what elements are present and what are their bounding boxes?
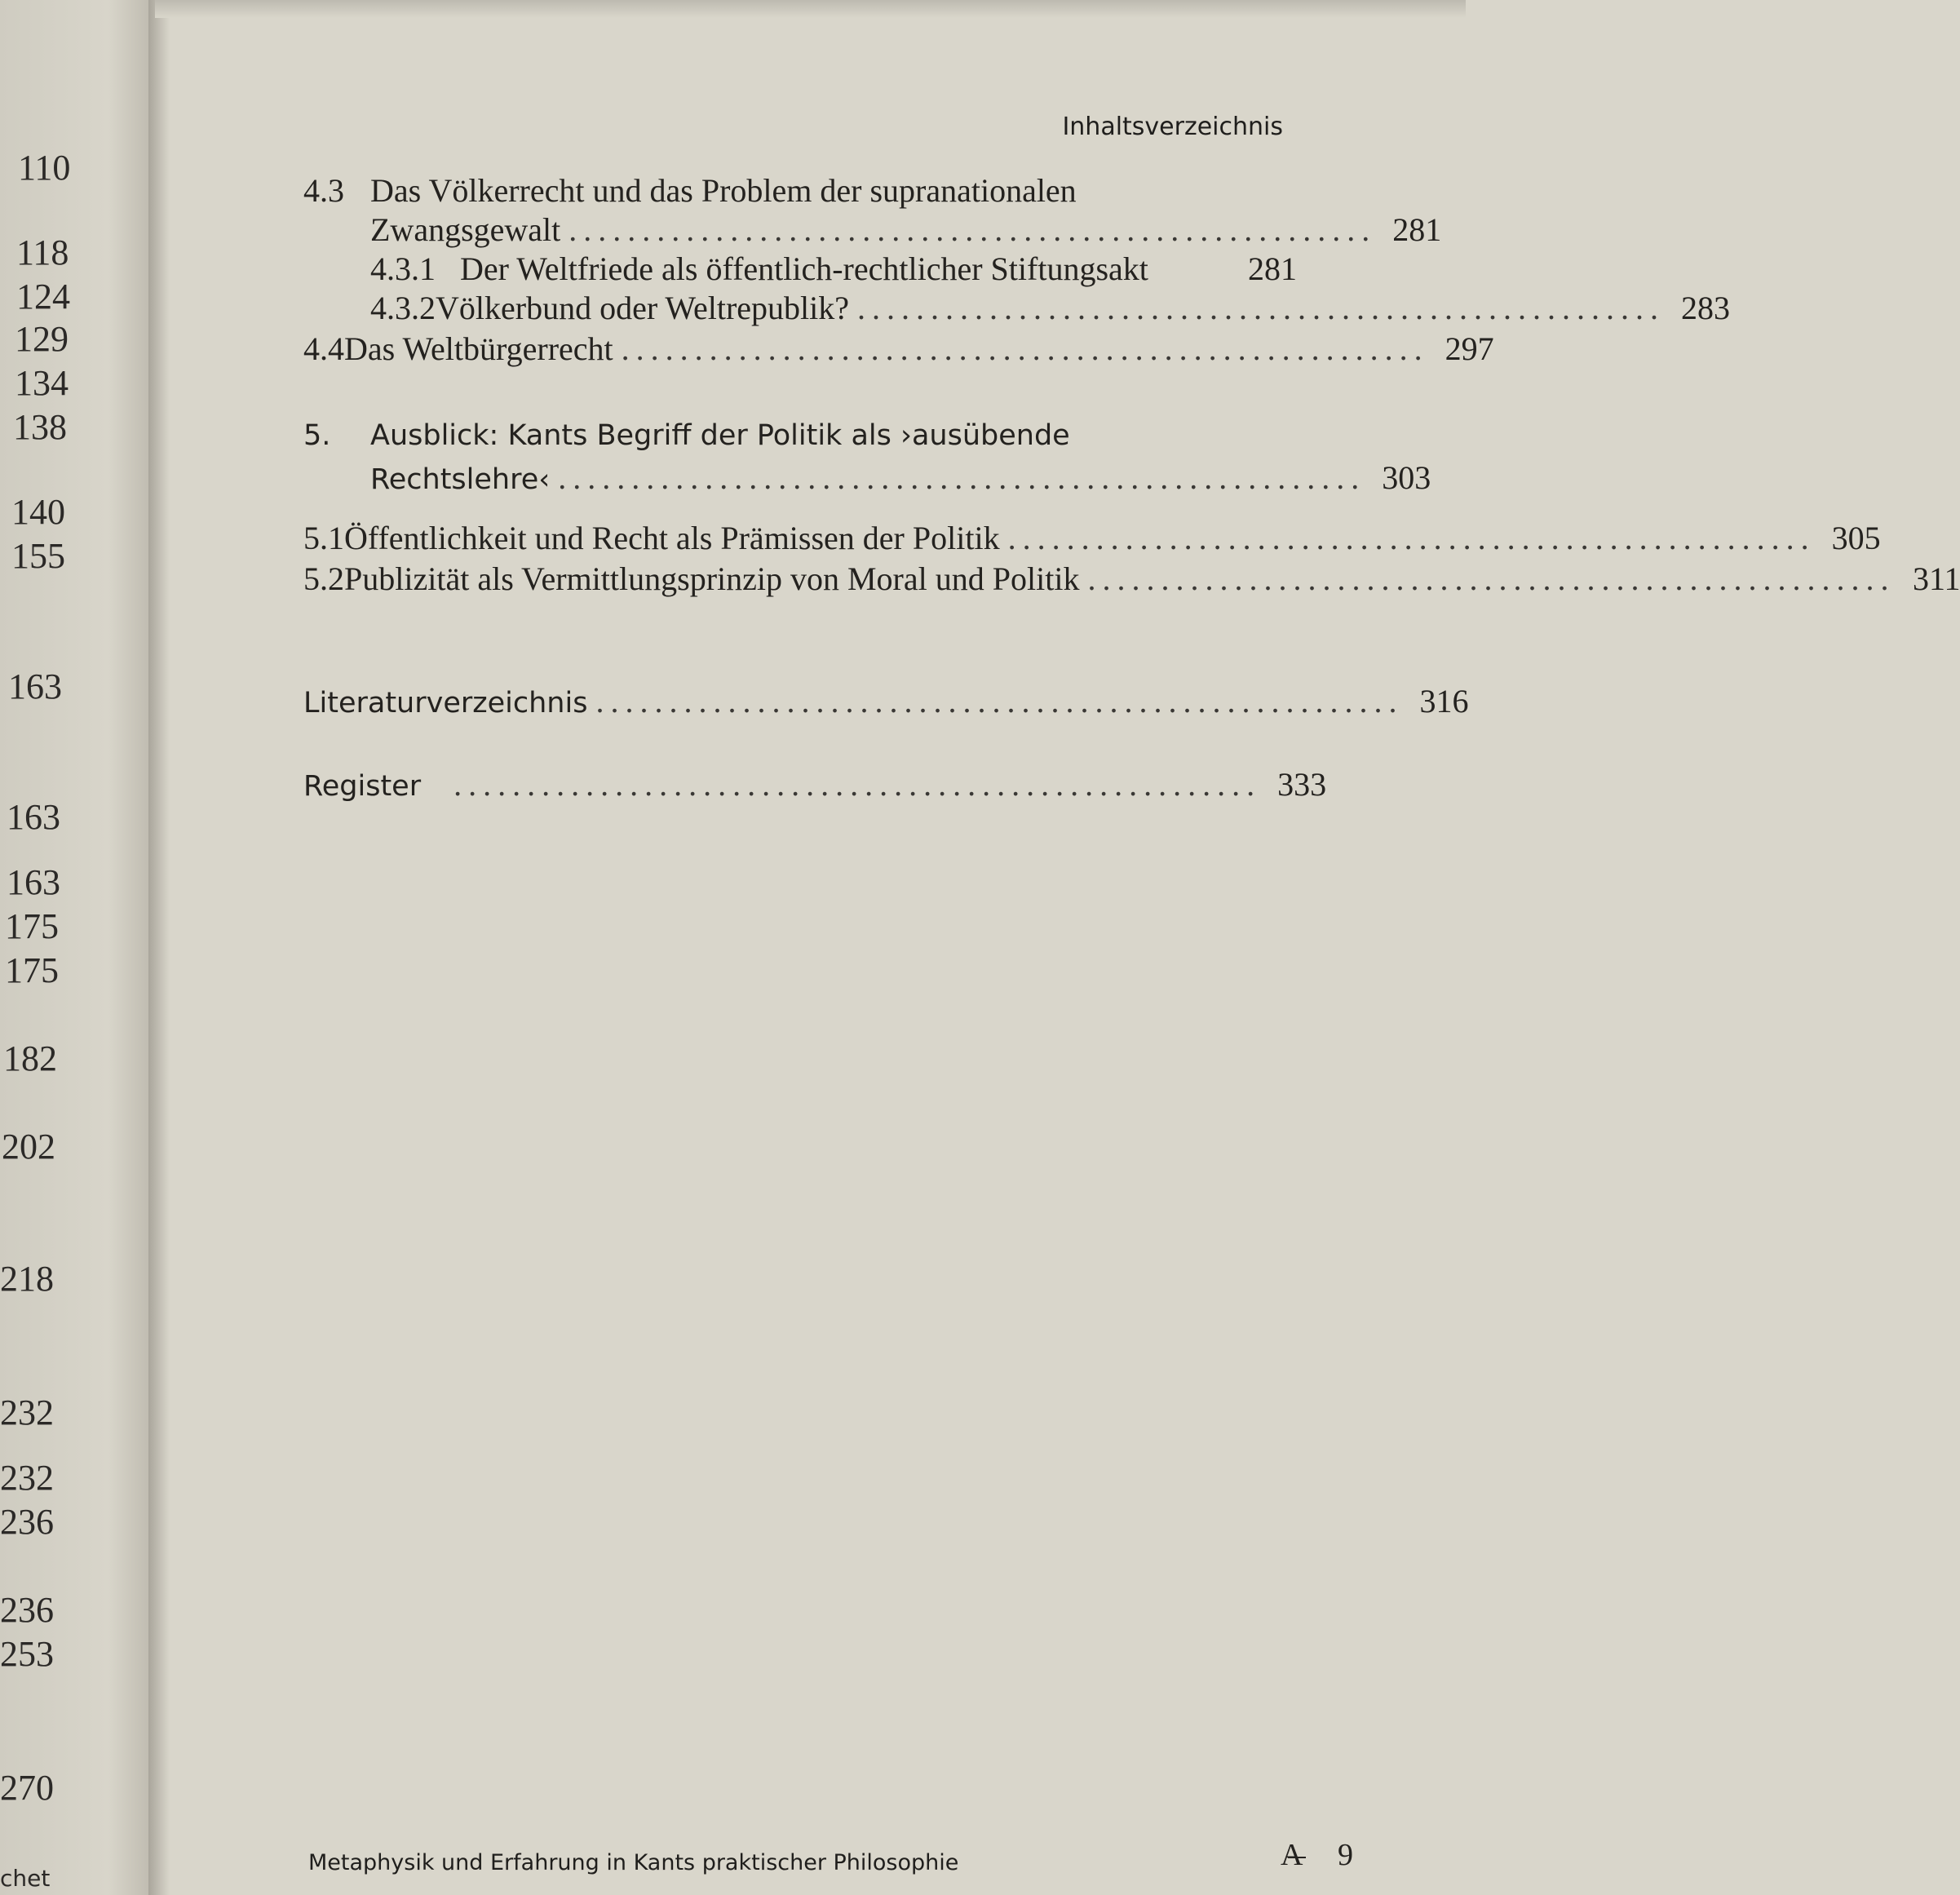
left-page-number: 155 bbox=[11, 536, 65, 576]
toc-entry-number: 4.3 bbox=[303, 172, 344, 209]
left-page-number: 232 bbox=[0, 1392, 54, 1432]
left-page-number: 138 bbox=[13, 407, 67, 447]
left-page-number: 129 bbox=[15, 319, 69, 359]
footer-page-number: 9 bbox=[1338, 1838, 1353, 1872]
dot-leader: ....................................................... bbox=[595, 683, 1404, 719]
toc-entry-page: 283 bbox=[1681, 290, 1731, 326]
toc-entry-number: 4.3.1 bbox=[370, 250, 436, 287]
toc-entry-title: Das Weltbürgerrecht bbox=[344, 330, 613, 367]
logo-stroke bbox=[1288, 1857, 1306, 1858]
toc-entry-page: 297 bbox=[1445, 330, 1494, 367]
toc-entry-register bbox=[303, 765, 1327, 804]
dot-leader: ....................................................... bbox=[453, 766, 1262, 803]
left-page-number: 236 bbox=[0, 1590, 54, 1630]
left-page-number: 110 bbox=[18, 148, 71, 188]
left-page-number: 270 bbox=[0, 1768, 54, 1808]
left-page-number: 182 bbox=[3, 1038, 57, 1078]
book-gutter bbox=[148, 0, 170, 1895]
toc-entry-page: 316 bbox=[1419, 683, 1469, 719]
toc-entry-page: 281 bbox=[1392, 211, 1442, 248]
toc-entry-page: 311 bbox=[1912, 560, 1960, 597]
left-page-number: 118 bbox=[16, 232, 69, 272]
left-page-number: 124 bbox=[16, 277, 70, 317]
dot-leader: ....................................................... bbox=[857, 290, 1666, 326]
toc-entry-4-4 bbox=[303, 330, 1494, 368]
toc-entry-4-3 bbox=[303, 171, 1077, 210]
toc-entry-number: 4.4 bbox=[303, 330, 344, 367]
left-page-number: 163 bbox=[8, 666, 62, 706]
toc-entry-title: Ausblick: Kants Begriff der Politik als ›ausübende bbox=[370, 419, 1070, 452]
toc-entry-4-3-continued bbox=[370, 210, 1442, 249]
toc-entry-title-continued: Zwangsgewalt bbox=[370, 211, 561, 248]
dot-leader: ....................................................... bbox=[1007, 520, 1816, 556]
toc-entry-title: Register bbox=[303, 770, 422, 803]
toc-entry-page: 305 bbox=[1831, 520, 1881, 556]
left-page-fragment: chet bbox=[0, 1865, 51, 1892]
toc-entry-title: Völkerbund oder Weltrepublik? bbox=[436, 290, 850, 326]
toc-page bbox=[170, 0, 1960, 1895]
toc-entry-title: Publizität als Vermittlungsprinzip von Moral und Politik bbox=[344, 560, 1080, 597]
previous-page-edge bbox=[0, 0, 155, 1895]
publisher-logo-letter: A bbox=[1281, 1838, 1303, 1872]
toc-entry-title: Das Völkerrecht und das Problem der supranationalen bbox=[370, 172, 1077, 209]
running-head: Inhaltsverzeichnis bbox=[1062, 113, 1283, 141]
toc-entry-number: 5. bbox=[303, 419, 331, 452]
toc-entry-title: Literaturverzeichnis bbox=[303, 687, 588, 719]
left-page-number: 202 bbox=[2, 1127, 55, 1167]
left-page-number: 140 bbox=[11, 492, 65, 532]
toc-entry-5-continued bbox=[370, 458, 1431, 497]
left-page-number: 175 bbox=[5, 906, 59, 946]
toc-entry-page: 281 bbox=[1248, 250, 1297, 287]
toc-entry-number: 5.2 bbox=[303, 560, 344, 597]
toc-entry-4-3-1 bbox=[370, 250, 1297, 288]
left-page-number: 232 bbox=[0, 1458, 54, 1498]
left-page-number: 163 bbox=[7, 862, 60, 902]
toc-entry-literaturverzeichnis bbox=[303, 682, 1469, 720]
left-page-number: 218 bbox=[0, 1259, 54, 1299]
toc-entry-number: 5.1 bbox=[303, 520, 344, 556]
dot-leader: ....................................................... bbox=[558, 459, 1366, 496]
toc-entry-5-1 bbox=[303, 519, 1881, 557]
left-page-number: 253 bbox=[0, 1634, 54, 1674]
toc-entry-title: Der Weltfriede als öffentlich-rechtlicher Stiftungsakt bbox=[460, 250, 1148, 287]
toc-entry-title: Öffentlichkeit und Recht als Prämissen der Politik bbox=[344, 520, 1000, 556]
left-page-number: 134 bbox=[15, 363, 69, 403]
dot-leader: ....................................................... bbox=[621, 330, 1429, 367]
toc-entry-5 bbox=[303, 419, 1070, 452]
left-page-number: 236 bbox=[0, 1502, 54, 1542]
left-page-number: 163 bbox=[7, 797, 60, 837]
dot-leader: ....................................................... bbox=[569, 211, 1377, 248]
footer-book-title: Metaphysik und Erfahrung in Kants praktischer Philosophie bbox=[308, 1850, 959, 1875]
toc-entry-4-3-2 bbox=[370, 289, 1731, 327]
toc-entry-title-continued: Rechtslehre‹ bbox=[370, 463, 551, 496]
toc-entry-page: 333 bbox=[1277, 766, 1327, 803]
left-page-number: 175 bbox=[5, 950, 59, 990]
toc-entry-page: 303 bbox=[1382, 459, 1431, 496]
dot-leader: ....................................................... bbox=[1087, 560, 1896, 597]
toc-entry-number: 4.3.2 bbox=[370, 290, 436, 326]
publisher-logo bbox=[1281, 1837, 1306, 1873]
toc-entry-5-2 bbox=[303, 560, 1960, 598]
